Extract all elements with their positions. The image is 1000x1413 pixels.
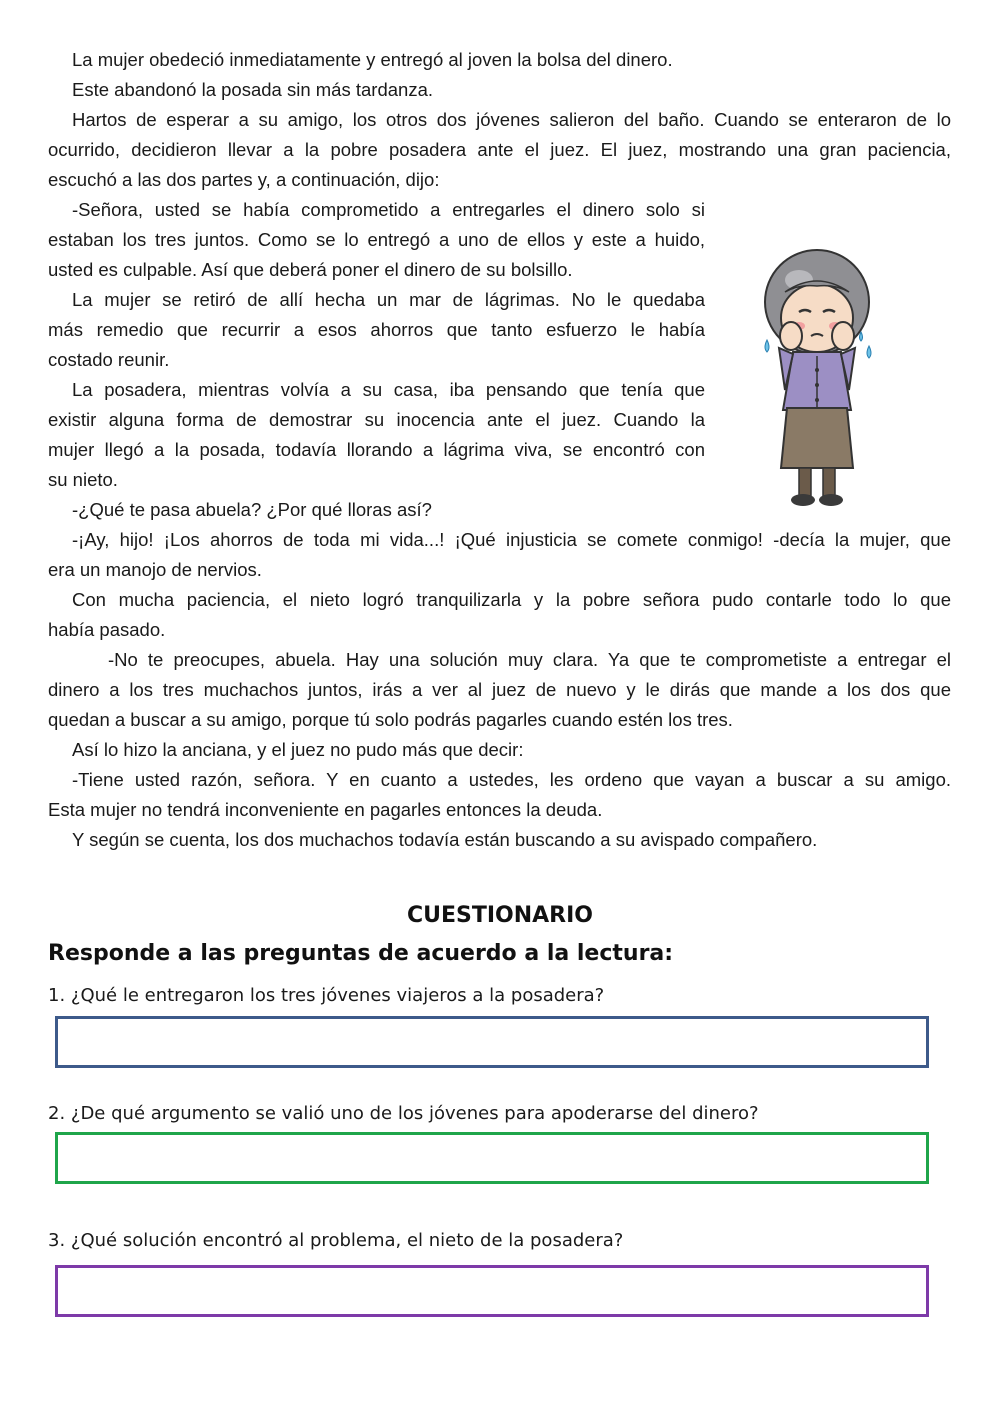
question-2: 2. ¿De qué argumento se valió uno de los jóvenes para apoderarse del dinero? [48,1103,759,1124]
story-line: había pasado. [48,619,166,640]
story-line: -¿Qué te pasa abuela? ¿Por qué lloras así? [72,499,432,520]
story-line: ocurrido, decidieron llevar a la pobre posadera ante el juez. El juez, mostrando una gran paciencia, [48,139,951,160]
story-line: costado reunir. [48,349,170,370]
story-line: usted es culpable. Así que deberá poner el dinero de su bolsillo. [48,259,573,280]
story-line: La mujer se retiró de allí hecha un mar de lágrimas. No le quedaba [72,289,705,310]
crying-grandmother-icon [755,240,885,510]
story-line: Con mucha paciencia, el nieto logró tranquilizarla y la pobre señora pudo contarle todo lo que [72,589,951,610]
question-3: 3. ¿Qué solución encontró al problema, el nieto de la posadera? [48,1230,624,1251]
story-line: Y según se cuenta, los dos muchachos todavía están buscando a su avispado compañero. [72,829,818,850]
answer-input-2[interactable] [55,1132,929,1184]
story-line: quedan a buscar a su amigo, porque tú solo podrás pagarles cuando estén los tres. [48,709,733,730]
story-line: su nieto. [48,469,118,490]
story-line: Hartos de esperar a su amigo, los otros dos jóvenes salieron del baño. Cuando se enteraron de lo [72,109,951,130]
story-line: existir alguna forma de demostrar su inocencia ante el juez. Cuando la [48,409,705,430]
story-line: era un manojo de nervios. [48,559,262,580]
story-line: escuchó a las dos partes y, a continuación, dijo: [48,169,440,190]
story-line: Así lo hizo la anciana, y el juez no pudo más que decir: [72,739,524,760]
story-line: -¡Ay, hijo! ¡Los ahorros de toda mi vida...! ¡Qué injusticia se comete conmigo! -decía la mujer, que [72,529,951,550]
question-1: 1. ¿Qué le entregaron los tres jóvenes viajeros a la posadera? [48,985,605,1006]
answer-input-1[interactable] [55,1016,929,1068]
quiz-title: CUESTIONARIO [406,903,594,928]
story-line: Esta mujer no tendrá inconveniente en pagarles entonces la deuda. [48,799,603,820]
story-line: -Señora, usted se había comprometido a entregarles el dinero solo si [72,199,705,220]
story-line: La posadera, mientras volvía a su casa, iba pensando que tenía que [72,379,705,400]
story-line: estaban los tres juntos. Como se lo entregó a uno de ellos y este a huido, [48,229,705,250]
story-line: La mujer obedeció inmediatamente y entregó al joven la bolsa del dinero. [72,49,673,70]
quiz-subtitle: Responde a las preguntas de acuerdo a la lectura: [48,941,674,966]
story-line: mujer llegó a la posada, todavía llorando a lágrima viva, se encontró con [48,439,705,460]
story-line: -Tiene usted razón, señora. Y en cuanto a ustedes, les ordeno que vayan a buscar a su amigo. [72,769,951,790]
answer-input-3[interactable] [55,1265,929,1317]
story-line: más remedio que recurrir a esos ahorros que tanto esfuerzo le había [48,319,705,340]
story-line: dinero a los tres muchachos juntos, irás a ver al juez de nuevo y le dirás que mande a los dos que [48,679,951,700]
story-line: -No te preocupes, abuela. Hay una solución muy clara. Ya que te comprometiste a entregar el [108,649,951,670]
story-line: Este abandonó la posada sin más tardanza. [72,79,433,100]
